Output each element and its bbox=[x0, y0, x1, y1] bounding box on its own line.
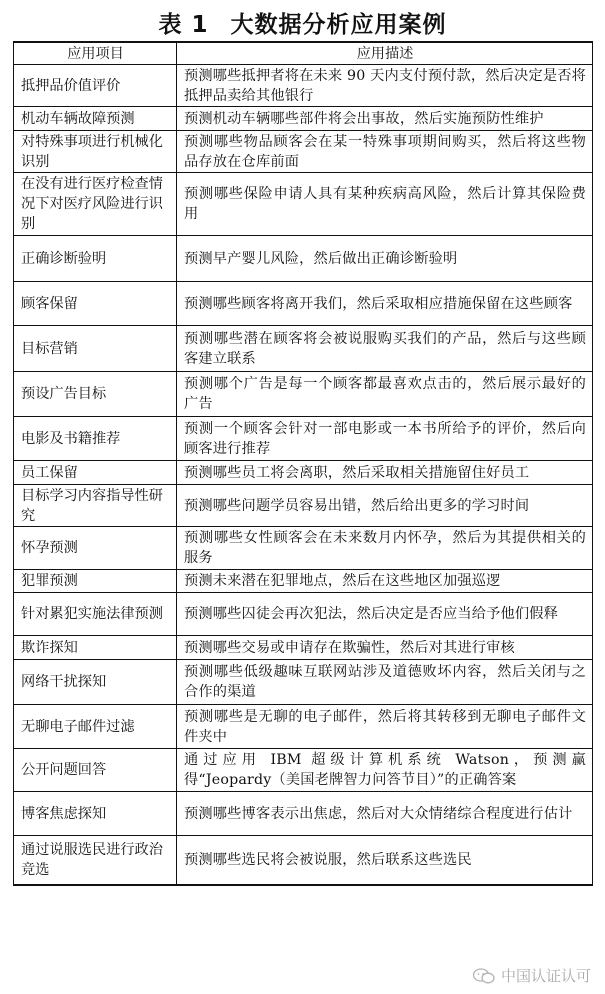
application-description: 预测哪些低级趣味互联网站涉及道德败坏内容，然后关闭与之合作的渠道 bbox=[177, 660, 593, 705]
application-item: 针对累犯实施法律预测 bbox=[14, 593, 177, 636]
table-row bbox=[14, 417, 593, 461]
table-row bbox=[14, 636, 593, 660]
table-row bbox=[14, 65, 593, 107]
application-description: 预测哪些问题学员容易出错，然后给出更多的学习时间 bbox=[177, 485, 593, 527]
application-item: 顾客保留 bbox=[14, 282, 177, 326]
application-description: 预测哪些囚徒会再次犯法，然后决定是否应当给予他们假释 bbox=[177, 593, 593, 636]
table-row bbox=[14, 749, 593, 792]
table-row bbox=[14, 236, 593, 282]
application-description: 预测哪些保险申请人具有某种疾病高风险，然后计算其保险费用 bbox=[177, 173, 593, 236]
application-item: 目标学习内容指导性研究 bbox=[14, 485, 177, 527]
application-description: 预测哪些博客表示出焦虑，然后对大众情绪综合程度进行估计 bbox=[177, 792, 593, 836]
application-description: 预测哪些女性顾客会在未来数月内怀孕，然后为其提供相关的服务 bbox=[177, 527, 593, 570]
table-row bbox=[14, 705, 593, 749]
table-row bbox=[14, 570, 593, 593]
table-row bbox=[14, 326, 593, 372]
table-row bbox=[14, 372, 593, 417]
application-description: 预测未来潜在犯罪地点，然后在这些地区加强巡逻 bbox=[177, 570, 593, 593]
table-row bbox=[14, 485, 593, 527]
application-item: 怀孕预测 bbox=[14, 527, 177, 570]
application-item: 抵押品价值评价 bbox=[14, 65, 177, 107]
application-item: 目标营销 bbox=[14, 326, 177, 372]
application-description: 预测哪个广告是每一个顾客都最喜欢点击的，然后展示最好的广告 bbox=[177, 372, 593, 417]
application-item: 博客焦虑探知 bbox=[14, 792, 177, 836]
application-description: 预测哪些物品顾客会在某一特殊事项期间购买，然后将这些物品存放在仓库前面 bbox=[177, 131, 593, 173]
application-description: 预测哪些潜在顾客将会被说服购买我们的产品，然后与这些顾客建立联系 bbox=[177, 326, 593, 372]
table-row bbox=[14, 461, 593, 485]
table-row bbox=[14, 173, 593, 236]
application-item: 通过说服选民进行政治竞选 bbox=[14, 836, 177, 885]
table-row bbox=[14, 282, 593, 326]
watermark-text: 中国认证认可 bbox=[500, 967, 591, 985]
application-item: 无聊电子邮件过滤 bbox=[14, 705, 177, 749]
application-item: 正确诊断验明 bbox=[14, 236, 177, 282]
table-row bbox=[14, 107, 593, 131]
table-title bbox=[0, 6, 605, 39]
application-item: 欺诈探知 bbox=[14, 636, 177, 660]
application-item: 网络干扰探知 bbox=[14, 660, 177, 705]
table-row bbox=[14, 131, 593, 173]
application-description: 预测一个顾客会针对一部电影或一本书所给予的评价，然后向顾客进行推荐 bbox=[177, 417, 593, 461]
header-row bbox=[14, 42, 593, 65]
application-description: 预测机动车辆哪些部件将会出事故，然后实施预防性维护 bbox=[177, 107, 593, 131]
application-description: 预测哪些交易或申请存在欺骗性，然后对其进行审核 bbox=[177, 636, 593, 660]
application-description: 预测哪些员工将会离职，然后采取相关措施留住好员工 bbox=[177, 461, 593, 485]
table-row bbox=[14, 593, 593, 636]
watermark bbox=[473, 965, 591, 986]
column-header-desc: 应用描述 bbox=[177, 42, 593, 65]
application-item: 公开问题回答 bbox=[14, 749, 177, 792]
cases-table bbox=[13, 41, 593, 886]
table-row bbox=[14, 660, 593, 705]
application-item: 电影及书籍推荐 bbox=[14, 417, 177, 461]
application-description: 预测哪些选民将会被说服，然后联系这些选民 bbox=[177, 836, 593, 885]
application-description: 预测哪些抵押者将在未来 90 天内支付预付款，然后决定是否将抵押品卖给其他银行 bbox=[177, 65, 593, 107]
application-item: 员工保留 bbox=[14, 461, 177, 485]
application-item: 对特殊事项进行机械化识别 bbox=[14, 131, 177, 173]
table-number: 表 1 bbox=[158, 12, 209, 38]
table-row bbox=[14, 836, 593, 885]
table-row bbox=[14, 792, 593, 836]
application-description: 预测哪些顾客将离开我们，然后采取相应措施保留在这些顾客 bbox=[177, 282, 593, 326]
application-description: 通过应用 IBM 超级计算机系统 Watson，预测赢得“Jeopardy（美国老牌智力问答节目）”的正确答案 bbox=[177, 749, 593, 792]
application-item: 在没有进行医疗检查情况下对医疗风险进行识别 bbox=[14, 173, 177, 236]
table-row bbox=[14, 527, 593, 570]
application-description: 预测哪些是无聊的电子邮件，然后将其转移到无聊电子邮件文件夹中 bbox=[177, 705, 593, 749]
column-header-item: 应用项目 bbox=[14, 42, 177, 65]
application-item: 犯罪预测 bbox=[14, 570, 177, 593]
application-item: 预设广告目标 bbox=[14, 372, 177, 417]
table-title-text: 大数据分析应用案例 bbox=[230, 12, 447, 38]
wechat-logo-icon bbox=[473, 968, 495, 984]
application-item: 机动车辆故障预测 bbox=[14, 107, 177, 131]
application-description: 预测早产婴儿风险，然后做出正确诊断验明 bbox=[177, 236, 593, 282]
